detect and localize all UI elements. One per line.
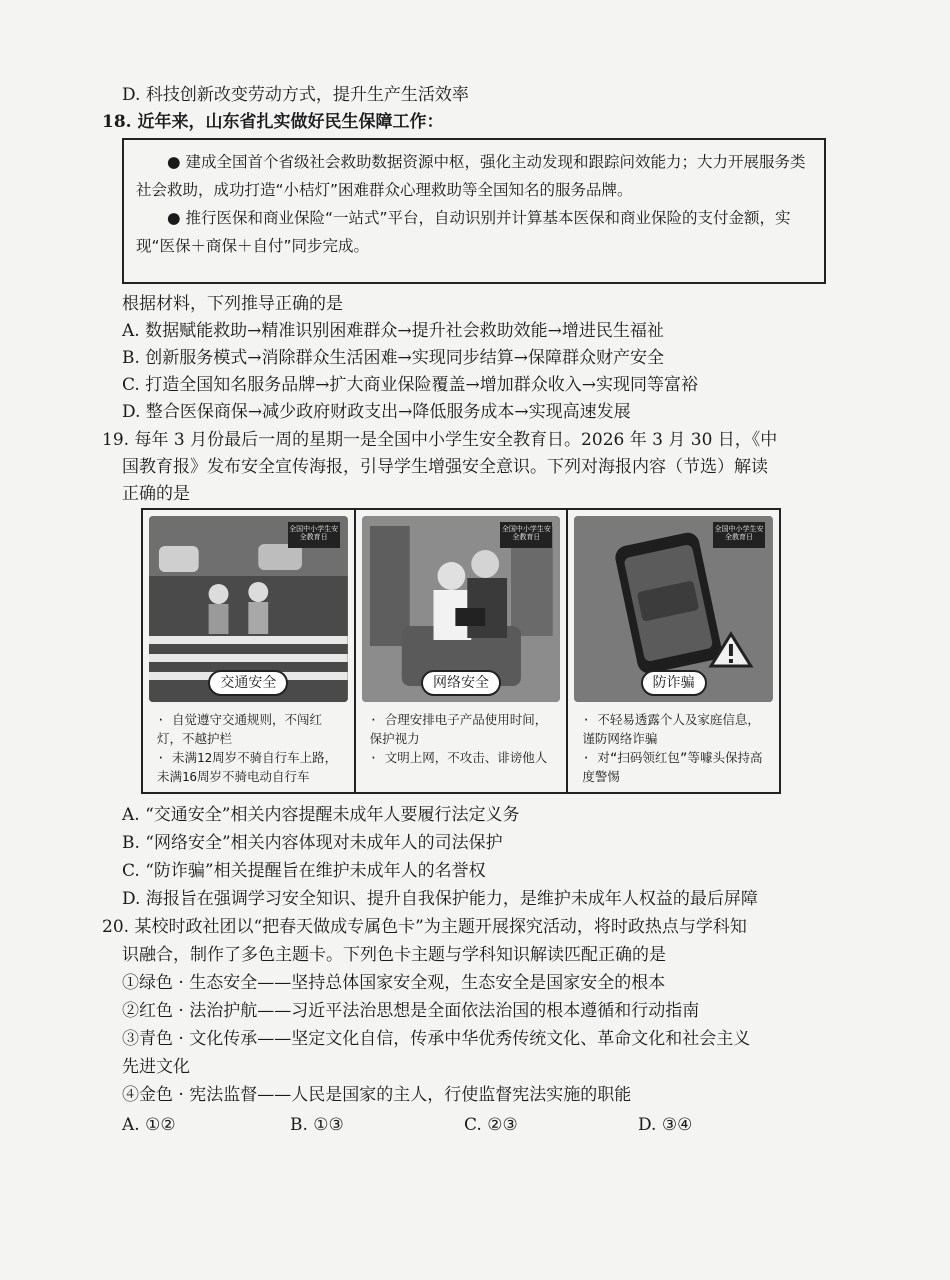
poster-network — [356, 510, 569, 792]
q18-material-p1: ● 建成全国首个省级社会救助数据资源中枢，强化主动发现和跟踪问效能力；大力开展服务类社会救助，成功打造“小桔灯”困难群众心理救助等全国知名的服务品牌。 — [136, 153, 806, 199]
q19-option-a: A. “交通安全”相关内容提醒未成年人要履行法定义务 — [122, 805, 520, 825]
q19-option-c: C. “防诈骗”相关提醒旨在维护未成年人的名誉权 — [122, 861, 486, 881]
poster-row — [141, 508, 781, 794]
q20-item-2: ②红色 · 法治护航——习近平法治思想是全面依法治国的根本遵循和行动指南 — [122, 1001, 700, 1021]
poster-antifraud — [568, 510, 779, 792]
q20-stem-line2: 识融合，制作了多色主题卡。下列色卡主题与学科知识解读匹配正确的是 — [122, 945, 666, 965]
q19-stem-line3: 正确的是 — [122, 484, 190, 504]
poster-antifraud-text: · 不轻易透露个人及家庭信息，谨防网络诈骗 · 对“扫码领红包”等噱头保持高度警惕 — [582, 712, 763, 784]
q20-item-3-cont: 先进文化 — [122, 1057, 190, 1077]
poster-network-text: · 合理安排电子产品使用时间，保护视力 · 文明上网，不攻击、诽谤他人 — [369, 712, 548, 765]
poster-network-badge: 全国中小学生安全教育日 — [500, 522, 552, 548]
poster-traffic — [143, 510, 356, 792]
q18-option-a: A. 数据赋能救助→精准识别困难群众→提升社会救助效能→增进民生福祉 — [122, 321, 664, 341]
poster-traffic-image — [149, 516, 348, 702]
q20-stem-line1: 20. 某校时政社团以“把春天做成专属色卡”为主题开展探究活动，将时政热点与学科知 — [102, 917, 747, 937]
q19-option-b: B. “网络安全”相关内容体现对未成年人的司法保护 — [122, 833, 503, 853]
q18-stem: 18. 近年来，山东省扎实做好民生保障工作： — [102, 112, 444, 132]
q20-item-3: ③青色 · 文化传承——坚定文化自信，传承中华优秀传统文化、革命文化和社会主义 — [122, 1029, 751, 1049]
q20-choice-d: D. ③④ — [638, 1115, 693, 1135]
poster-traffic-text: · 自觉遵守交通规则，不闯红灯，不越护栏 · 未满12周岁不骑自行车上路，未满16周岁不骑电动自行车 — [157, 712, 338, 784]
q18-option-d: D. 整合医保商保→减少政府财政支出→降低服务成本→实现高速发展 — [122, 402, 631, 422]
poster-network-label: 网络安全 — [421, 670, 501, 696]
q18-prompt: 根据材料，下列推导正确的是 — [122, 294, 343, 314]
q18-material-box — [122, 138, 826, 284]
q20-choice-b: B. ①③ — [290, 1115, 344, 1135]
poster-network-image — [362, 516, 561, 702]
q18-material-p2: ● 推行医保和商业保险“一站式”平台，自动识别并计算基本医保和商业保险的支付金额，实现“医保＋商保＋自付”同步完成。 — [136, 209, 791, 255]
q18-option-b: B. 创新服务模式→消除群众生活困难→实现同步结算→保障群众财产安全 — [122, 348, 665, 368]
q19-stem-line2: 国教育报》发布安全宣传海报，引导学生增强安全意识。下列对海报内容（节选）解读 — [122, 457, 768, 477]
poster-antifraud-image — [574, 516, 773, 702]
q19-stem-line1: 19. 每年 3 月份最后一周的星期一是全国中小学生安全教育日。2026 年 3 月 30 日，《中 — [102, 430, 778, 450]
q20-choice-a: A. ①② — [122, 1115, 176, 1135]
q20-choice-c: C. ②③ — [464, 1115, 518, 1135]
q17-option-d: D. 科技创新改变劳动方式，提升生产生活效率 — [122, 85, 469, 105]
q18-option-c: C. 打造全国知名服务品牌→扩大商业保险覆盖→增加群众收入→实现同等富裕 — [122, 375, 698, 395]
poster-traffic-badge: 全国中小学生安全教育日 — [288, 522, 340, 548]
poster-traffic-label: 交通安全 — [208, 670, 288, 696]
q19-option-d: D. 海报旨在强调学习安全知识、提升自我保护能力，是维护未成年人权益的最后屏障 — [122, 889, 758, 909]
q20-item-4: ④金色 · 宪法监督——人民是国家的主人，行使监督宪法实施的职能 — [122, 1085, 632, 1105]
q20-item-1: ①绿色 · 生态安全——坚持总体国家安全观，生态安全是国家安全的根本 — [122, 973, 666, 993]
poster-antifraud-label: 防诈骗 — [641, 670, 707, 696]
poster-antifraud-badge: 全国中小学生安全教育日 — [713, 522, 765, 548]
